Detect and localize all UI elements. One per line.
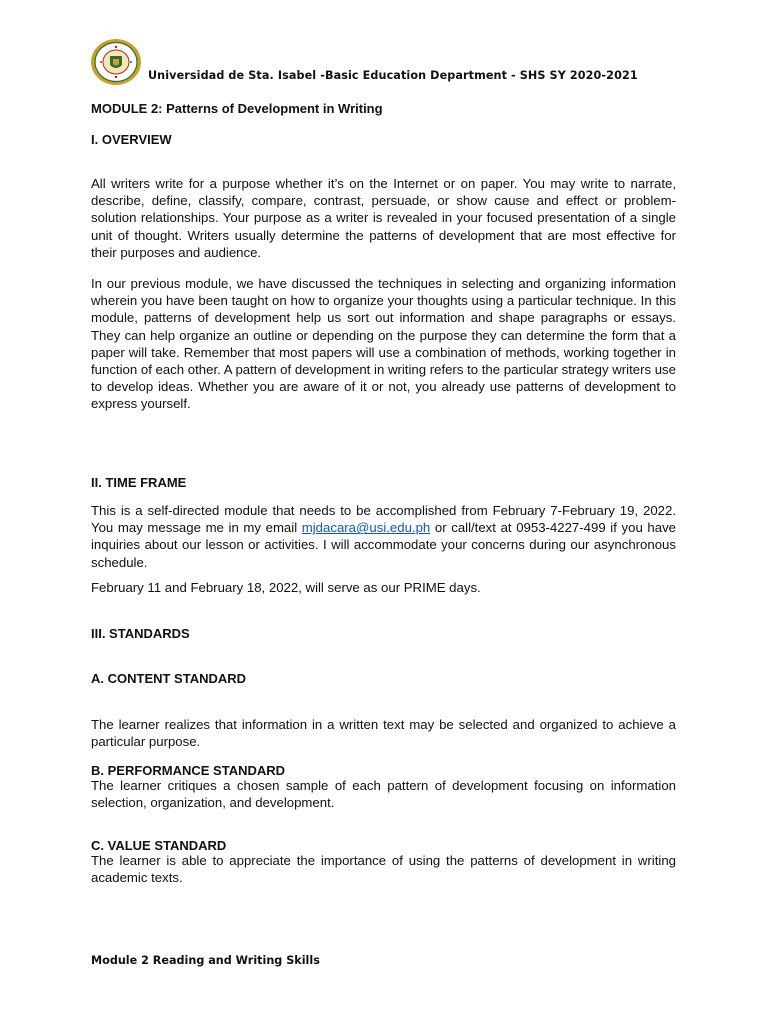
- time-frame-heading: II. TIME FRAME: [91, 475, 187, 490]
- module-title: MODULE 2: Patterns of Development in Writing: [91, 101, 383, 116]
- page-footer: Module 2 Reading and Writing Skills: [91, 954, 320, 967]
- time-frame-text-after-email: or call/text at 0953-4227-499 if you have inquiries about our lesson or activities. I will accommodate your concerns during our asynchronous schedule.: [91, 520, 676, 570]
- time-frame-text-before-email: This is a self-directed module that needs to be accomplished from February 7-February 19, 2022. You may message me in my email: [91, 503, 676, 536]
- email-link[interactable]: mjdacara@usi.edu.ph: [301, 520, 431, 536]
- performance-standard-text: The learner critiques a chosen sample of each pattern of development focusing on information selection, organization, and development.: [91, 778, 676, 811]
- value-standard-heading: C. VALUE STANDARD: [91, 838, 227, 853]
- content-standard-heading: A. CONTENT STANDARD: [91, 671, 247, 686]
- standards-heading: III. STANDARDS: [91, 626, 190, 641]
- header-institution-text: Universidad de Sta. Isabel -Basic Education Department - SHS SY 2020-2021: [148, 69, 638, 82]
- content-standard-text: The learner realizes that information in a written text may be selected and organized to achieve a particular purpose.: [91, 717, 676, 750]
- performance-standard-heading: B. PERFORMANCE STANDARD: [91, 763, 286, 778]
- time-frame-paragraph-2: February 11 and February 18, 2022, will serve as our PRIME days.: [91, 580, 481, 595]
- page-header: [90, 38, 690, 88]
- overview-paragraph-1: All writers write for a purpose whether it’s on the Internet or on paper. You may write to narrate, describe, define, classify, compare, contrast, persuade, or show cause and effect or problem-solution relationships. Your purpose as a writer is revealed in your focused presentation of a single unit of thought. Writers usually determine the patterns of development that are most effective for their purposes and audience.: [91, 176, 676, 260]
- time-frame-paragraph-1: [91, 502, 676, 571]
- value-standard-text: The learner is able to appreciate the importance of using the patterns of development in writing academic texts.: [91, 853, 676, 886]
- university-seal-logo: [90, 38, 142, 86]
- overview-heading: I. OVERVIEW: [91, 132, 172, 147]
- overview-paragraph-2: In our previous module, we have discussed the techniques in selecting and organizing information wherein you have been taught on how to organize your thoughts using a particular technique. In this module, patterns of development help us sort out information and shape paragraphs or essays. They can help organize an outline or depending on the purpose they can determine the form that a paper will take. Remember that most papers will use a combination of methods, working together in function of each other. A pattern of development in writing refers to the particular strategy writers use to develop ideas. Whether you are aware of it or not, you already use patterns of development to express yourself.: [91, 276, 676, 412]
